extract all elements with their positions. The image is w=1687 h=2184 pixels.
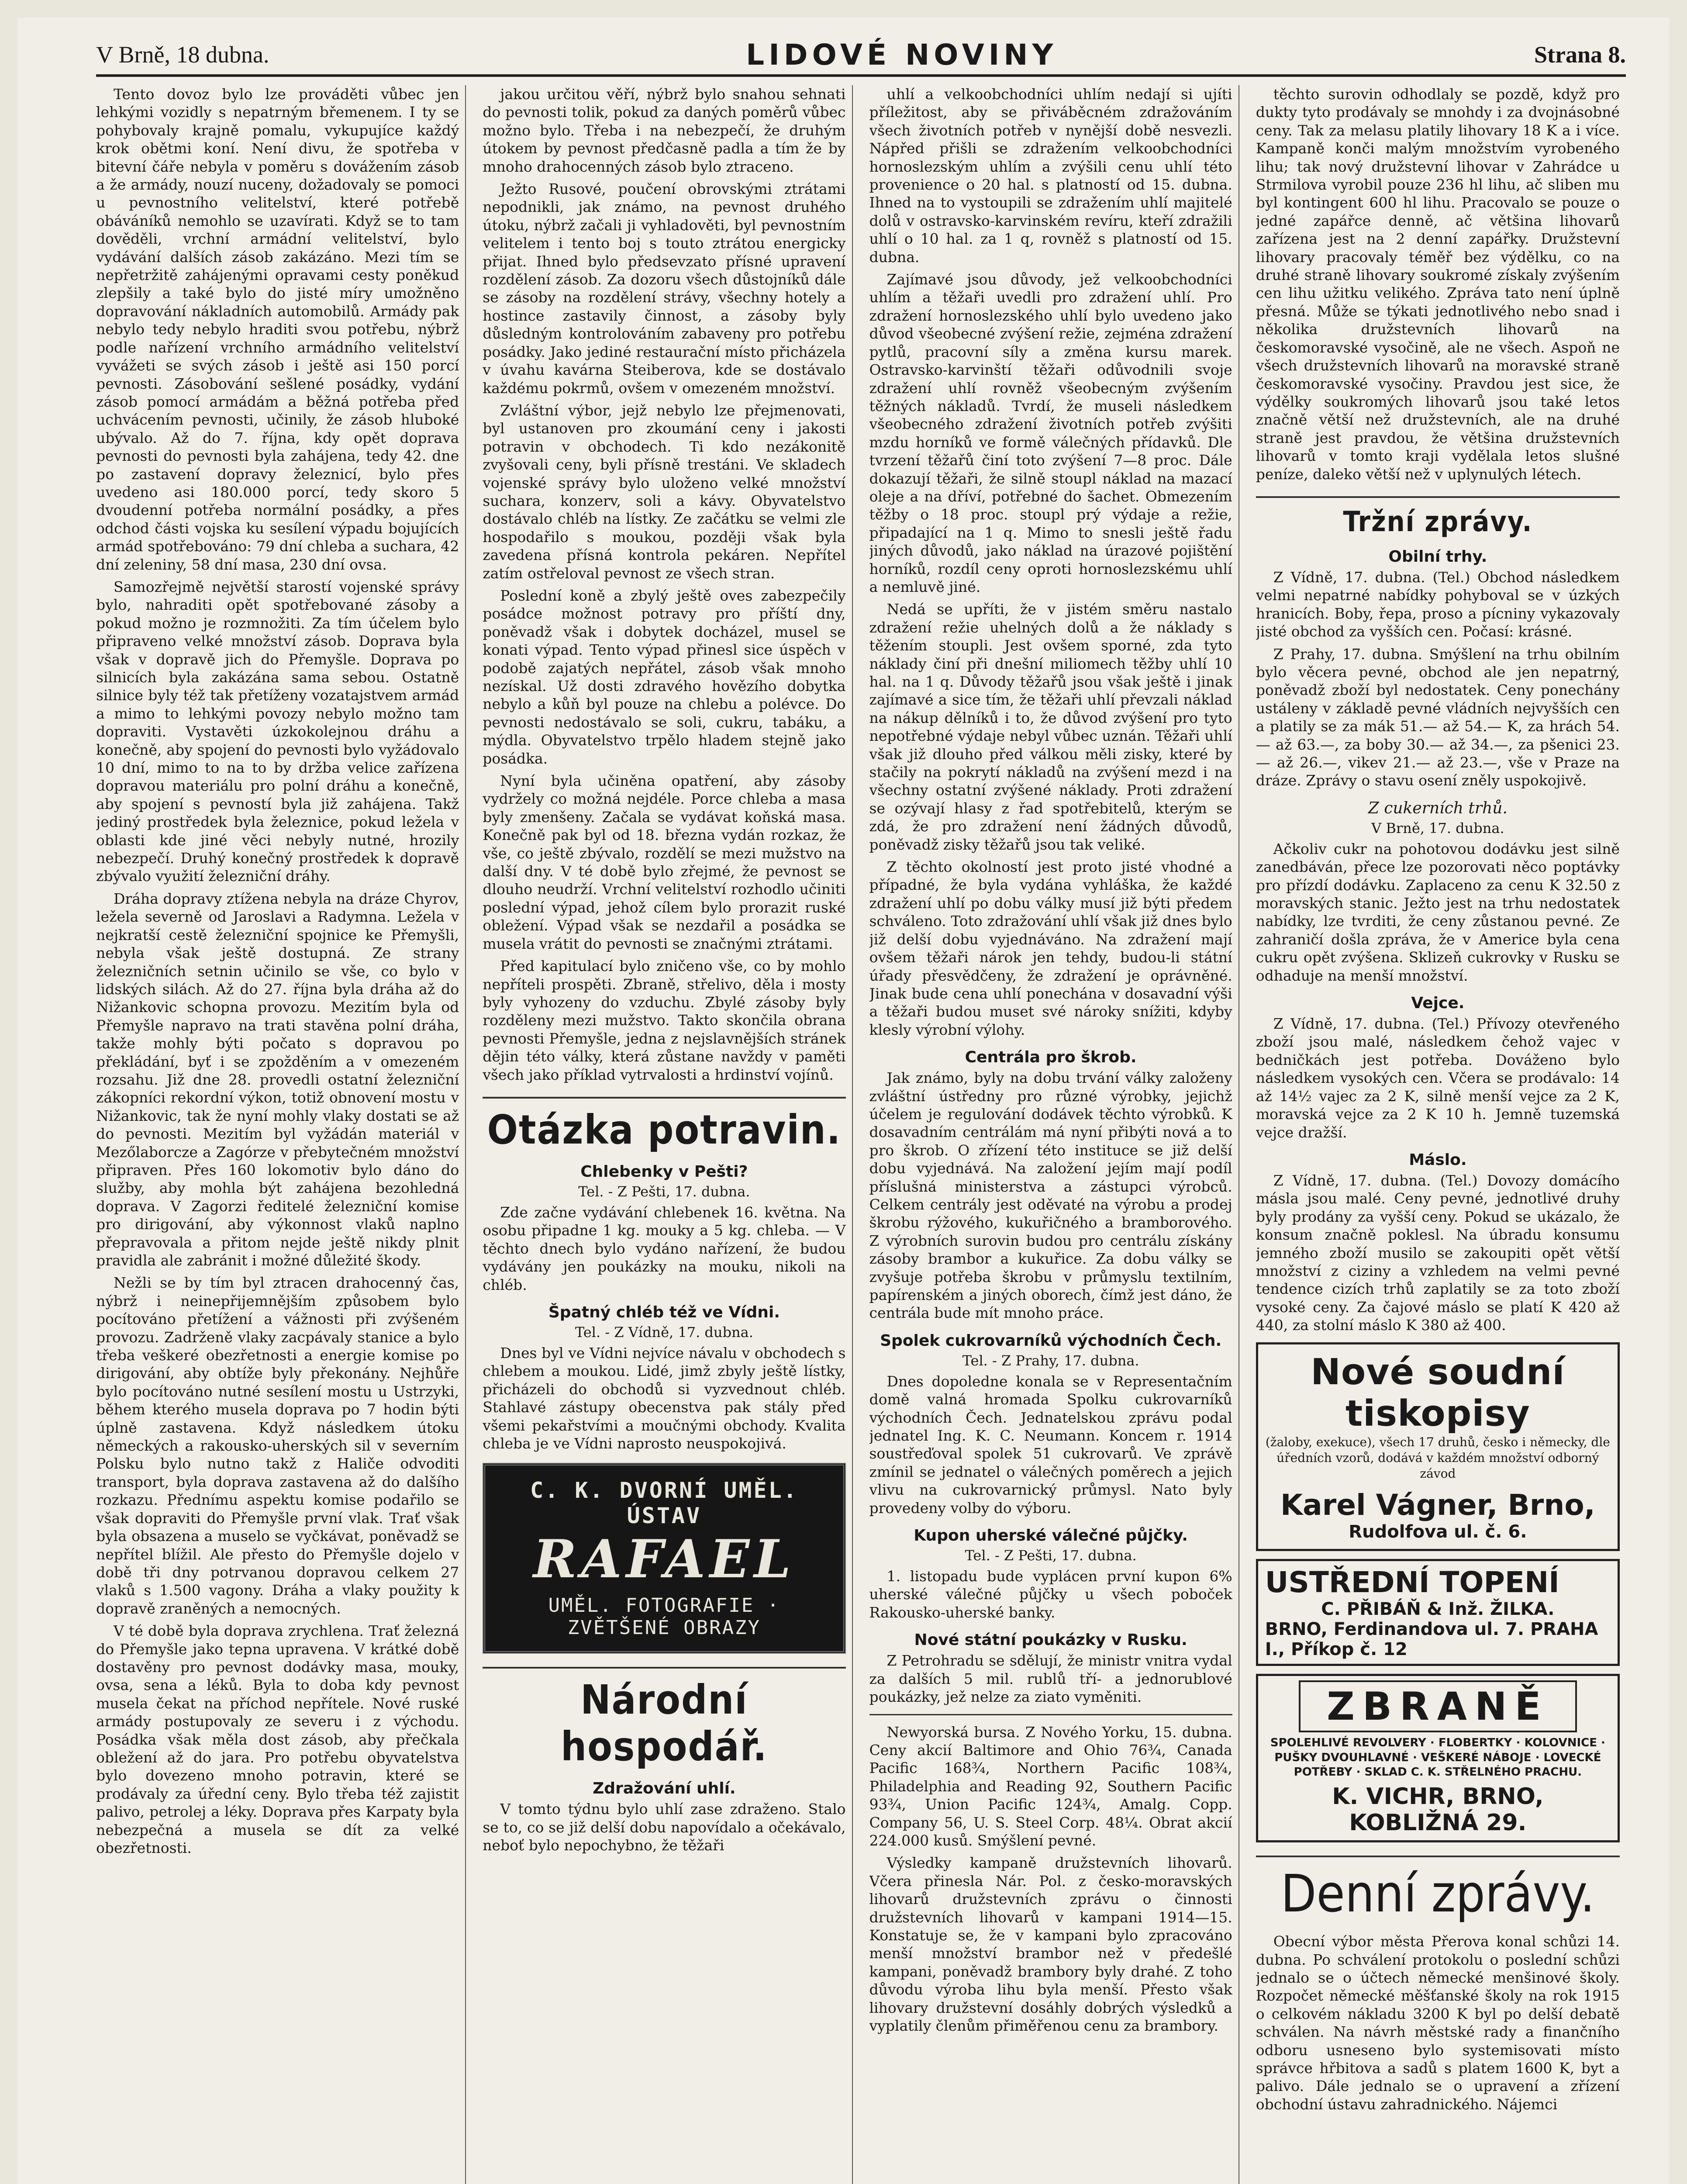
section-title-narodni-hospodar: Národní hospodář.: [483, 1667, 845, 1770]
article-paragraph: Ježto Rusové, poučení obrovskými ztrátami nepodnikli, jak známo, na pevnost druhého útoku, nýbrž začali ji vyhladověti, byl pevnostním velitelem i tento boj s touto ztrátou energicky přijat. Ihned bylo předsevzato přísné upravení rozdělení zásob. Za dozoru všech důstojníků dále se zásoby na rozdělení strávy, všechny hotely a hostince zastavily činnost, a zásoby byly důsledným kontrolováním zabaveny pro potřebu posádky. Jako jediné restaurační místo přicházela v úvahu kavárna Steiberova, kde se dostávalo každému pokrmů, ovšem v omezeném množství.: [483, 180, 846, 397]
headline-kupon: Kupon uherské válečné půjčky.: [914, 1527, 1188, 1545]
article-paragraph: Nežli se by tím byl ztracen drahocenný čas, nýbrž i neinepřijemnějším způsobem bylo pocítováno přetížení a vážnosti při zvýšeném provozu. Zadrženě vlaky zacpávaly stanice a bylo třeba veškeré obezřetnosti a energie komise po dirigování, aby obtíže byly překonány. Nejhůře bylo pocítováno nutné sesílení mostu u Ustrzyki, během kterého musela doprava po 7 hodin býti úplně zastavena. Když následkem útoku německých a rakousko-uherských sil v severním Polsku bylo nutno takž z Haliče odvoditi transport, byla doprava zastavena až do dalšího rozkazu. Přednímu aspektu komise podařilo se však dopraviti do Přemyšle první vlak. Trať však byla obsazena a muselo se vyčkávat, poněvadž se nepřítel blížil. Ale přesto do Přemyšle dojelo v době tři dny potrvanou dopravou celkem 27 vlaků s 1.500 vagony. Dráha a vlaky použity k dopravě zraněných a nemocných.: [96, 1274, 459, 1617]
article-paragraph: Samozřejmě největší starostí vojenské správy bylo, nahraditi opět spotřebované zásoby a pokud možno je rozmnožiti. Za tím účelem bylo připraveno velké množství zásob. Doprava byla však v dopravě jich do Přemyšle. Doprava po silnicích byla zakázána sama sebou. Ostatně silnice byly též tak přetíženy vozatajstvem armád a mimo to lehkými povozy nebylo možno tam dopraviti. Vystavěti úzkokolejnou dráhu a konečně, aby spojení do pevnosti bylo vyžádovalo 10 dní, mimo to na to by držba velice zařízena dopravou materiálu pro polní dráhu a konečně, aby spojení s pevností byla již zahájena. Takž jediný prostředek byla železnice, pokud ležela v oblasti kde jiné věci nebyly nutné, hrozily nebezpečí. Druhý konečný prostředek k dopravě zbývalo využití železniční dráhy.: [96, 578, 459, 885]
headline-chlebenky: Chlebenky v Pešti?: [580, 1162, 748, 1181]
ad-line: C. K. DVORNÍ UMĚL. ÚSTAV: [530, 1478, 798, 1529]
article-paragraph: Z Vídně, 17. dubna. (Tel.) Obchod následkem velmi nepatrné nabídky pohyboval se v úzkých hranicích. Boby, řepa, proso a pícniny vykazovaly jisté obchod za vyšších cen. Počasí: krásné.: [1256, 568, 1620, 640]
ad-logo: ZBRANĚ: [1299, 1680, 1577, 1732]
columns: [96, 85, 1626, 2184]
article-paragraph: Newyorská bursa. Z Nového Yorku, 15. dubna. Ceny akcií Baltimore and Ohio 76¾, Canada Pacific 168¾, Northern Pacific 108¾, Philadelphia and Reading 92, Southern Pacific 93¾, Union Pacific 124¾, Amalg. Copp. Company 56, U. S. Steel Corp. 48¼. Obrat akcií 224.000 kusů. Smýšlení pevné.: [869, 1723, 1232, 1849]
article-paragraph: Z těchto okolností jest proto jisté vhodné a případné, že byla vydána vyhláška, že každé zdražení uhlí po dobu války musí již býti předem schváleno. Toto zdražování uhlí však již dnes bylo již delší dobu vyjednáváno. Na zdražení mají ovšem těžaři nárok jen tehdy, budou-li státní úřady přesvědčeny, že zdražení je oprávněné. Jinak bude cena uhlí ponechána v dosavadní výši a těžaři budou muset své nároky snížiti, kdyby klesly výrobní výlohy.: [869, 858, 1232, 1038]
column-3: [869, 85, 1239, 2184]
article-paragraph: Dnes byl ve Vídni nejvíce návalu v obchodech s chlebem a moukou. Lidé, jimž zbyly ještě lístky, přicházeli do obchodů si vyzvednout chléb. Stahlavé zástupy obecenstva pak stály před všemi pekařstvími a moučnými obchody. Kvalita chleba je ve Vídni naprosto neuspokojivá.: [483, 1344, 846, 1452]
article-paragraph: Dnes dopoledne konala se v Representačním domě valná hromada Spolku cukrovarníků východních Čech. Jednatelskou zprávu podal jednatel Ing. K. C. Neumann. Koncem r. 1914 soustřeďoval spolek 51 cukrovarů. Ve zprávě zmínil se jednatel o válečných poměrech a jejich vlivu na cukrovarnický průmysl. Nato byly provedeny volby do výboru.: [869, 1372, 1232, 1517]
ad-body: SPOLEHLIVÉ REVOLVERY · FLOBERTKY · KOLOVNICE · PUŠKY DVOUHLAVNÉ · VEŠKERÉ NÁBOJE · LOVECKÉ POTŘEBY · SKLAD C. K. STŘELNÉHO PRACHU.: [1270, 1736, 1605, 1779]
headline-obilni-trhy: Obilní trhy.: [1388, 547, 1487, 566]
masthead: LIDOVÉ NOVINY: [746, 38, 1058, 72]
page-number: Strana 8.: [1534, 41, 1626, 68]
dateline: Tel. - Z Pešti, 17. dubna.: [578, 1183, 750, 1200]
article-paragraph: 1. listopadu bude vyplácen první kupon 6% uherské válečné půjčky u všech poboček Rakousko-uherské banky.: [869, 1568, 1232, 1621]
headline-centrala-skrob: Centrála pro škrob.: [965, 1048, 1137, 1067]
ad-firm: Karel Vágner, Brno,: [1280, 1488, 1595, 1522]
headline-spatny-chleb: Špatný chléb též ve Vídni.: [548, 1303, 780, 1321]
headline-spolek-cukrovarniku: Spolek cukrovarníků východních Čech.: [880, 1331, 1222, 1350]
article-paragraph: V tomto týdnu bylo uhlí zase zdraženo. Stalo se to, co se již delší dobu napovídalo a očekávalo, neboť bylo nepochybno, že těžaři: [483, 1800, 846, 1854]
headline-nove-poukazky: Nové státní poukázky v Rusku.: [914, 1631, 1187, 1649]
advertisement-zbrane: [1256, 1674, 1620, 1842]
article-paragraph: Zajímavé jsou důvody, jež velkoobchodníci uhlím a těžaři uvedli pro zdražení uhlí. Pro zdražení hornoslezského uhlí bylo uvedeno jako důvod všeobecné zvýšení režie, zejména zdražení pytlů, pracovní síly a změna kursu marek. Ostravsko-karvinští těžaři odůvodnili svoje zdražení uhlí rovněž všeobecným zvýšením těžných nákladů. Tvrdí, že museli následkem všeobecného zdražení životních potřeb zvýšiti mzdu horníků ve formě válečných přídavků. Dle tvrzení těžařů činí toto zvýšení 7—8 proc. Dále dokazují těžaři, že silně stoupl náklad na mazací oleje a na dříví, potřebné do šachet. Obmezením těžby o 18 proc. stoupl prý výdaje a režie, připadající na 1 q. Mimo to snesli ještě řadu jiných důvodů, jako náklad na úrazové pojištění horníků, rozdíl ceny oproti hornoslezskému uhlí a nemluvě jiné.: [869, 271, 1232, 595]
article-paragraph: Jak známo, byly na dobu trvání války založeny zvláštní ústředny pro různé výrobky, jejichž účelem je regulování dodávek těchto výrobků. K dosavadním centrálám má nyní přibýti nová a to pro škrob. O zřízení této instituce se již delší dobu vyjednává. Na založení jejím mají podíl příslušná ministerstva a zástupci výrobců. Celkem centrály jest oděvaté na výrobu a prodej škrobu rýžového, kukuřičného a bramborového. Z výrobních surovin budou pro centrálu získány zásoby brambor a kukuřice. Za dobu války se zvyšuje potřeba škrobu v průmyslu textilním, papírenském a jiných oborech, čímž jest dáno, že centrála bude mít mnoho práce.: [869, 1069, 1232, 1322]
article-paragraph: Z Vídně, 17. dubna. (Tel.) Přívozy otevřeného zboží jsou malé, následkem čehož vajec v bedničkách jest potřeba. Dováženo bylo následkem vysokých cen. Včera se prodávalo: 14 až 14½ vajec za 2 K, silně menší vejce za 2 K, moravská vejce za 2 K 10 h. Jemně tuzemská vejce dražší.: [1256, 1015, 1620, 1141]
article-paragraph: Poslední koně a zbylý ještě oves zabezpečily posádce možnost potravy pro příští dny, poněvadž však i dobytek docházel, musel se konati výpad. Tento výpad přinesl sice úspěch v podobě zajatých nepřátel, zásob však mnoho nezískal. Už dosti zdravého hovězího dobytka nebylo a kůň byl pouze na chlebu a polévce. Do pevnosti nedostávalo se soli, cukru, tabáku, a mýdla. Obyvatelstvo trpělo hladem stejně jako posádka.: [483, 587, 846, 767]
headline-vejce: Vejce.: [1411, 994, 1465, 1013]
page-header: [96, 35, 1626, 77]
ad-firm: K. VICHR, BRNO, KOBLIŽNÁ 29.: [1332, 1783, 1544, 1836]
section-title-trzni-zpravy: Tržní zprávy.: [1256, 496, 1620, 538]
article-paragraph: Ačkoliv cukr na pohotovou dodávku jest silně zanedbáván, přece lze pozorovati něco poptávky pro přízdí dodávku. Zaplaceno za cenu K 32.50 z moravských stanic. Ježto jest na trhu nedostatek nabídky, lze tvrditi, že ceny zůstanou pevné. Ze zahraničí došla zpráva, že v Americe byla cena cukru opět zvýšena. Sklizeň cukrovky v Rusku se odhaduje na menší množství.: [1256, 840, 1620, 984]
advertisement-tiskopisy: [1256, 1342, 1620, 1551]
article-paragraph: těchto surovin odhodlaly se pozdě, když pro dukty tyto prodávaly se mnohdy i za dvojnásobné ceny. Tak za melasu platily lihovary 18 K a i více. Kampaně konči malým množstvím vyrobeného lihu; tak nový družstevní lihovar v Zahrádce u Strmilova vyrobil pouze 236 hl lihu, ač sliben mu byl kontingent 600 hl lihu. Pracovalo se pouze o jedné zapářce denně, ač většina lihovarů zařízena jest na 2 denní zapářky. Družstevní lihovary pracovaly téměř bez výdělku, co na druhé straně lihovary soukromé získaly zvýšením cen lihu užitku velikého. Zpráva tato není úplně přesná. Může se týkati jednotlivého nebo snad i několika družstevních lihovarů na českomoravské vysočině, ale ne všech. Aspoň ne všech družstevních lihovarů na moravské straně českomoravské vysočiny. Pravdou jest sice, že výdělky soukromých lihovarů jsou také letos značně větší než družstevních, ale na druhé straně jest pravdou, že většina družstevních lihovarů v tomto kraji vydělala letos slušné peníze, daleko větší než v uplynulých létech.: [1256, 86, 1620, 483]
ad-line: UMĚL. FOTOGRAFIE · ZVĚTŠENÉ OBRAZY: [548, 1594, 780, 1639]
advertisement-ustredni-topeni: [1256, 1559, 1620, 1666]
article-paragraph: Výsledky kampaně družstevních lihovarů. Včera přinesla Nár. Pol. z česko-moravských lihovarů družstevních zprávu o činnosti družstevních lihovarů v kampani 1914—15. Konstatuje se, že v kampani bylo zpracováno menší množství brambor než v předešlé kampani, poněvadž brambory byly drahé. Z toho důvodu výroba lihu byla menší. Přesto však lihovary družstevní dosáhly dobrých výsledků a vyplatily členům přiměřenou cenu za brambory.: [869, 1854, 1232, 2034]
article-paragraph: Dráha dopravy ztížena nebyla na dráze Chyrov, ležela severně od Jaroslavi a Radymna. Ležela v nejkratší cestě železniční spojnice ke Přemyšli, nebyla však ještě dostupná. Ze strany železničních setnin učinilo se vše, co bylo v lidských silách. Až do 27. října byla dráha až do Nižankovic schopna provozu. Mezitím byla od Přemyšle napravo na trati stavěna polní dráha, takže mohly býti počato s dopravou po překládání, byť i se zpožděním a v omezeném rozsahu. Již dne 28. provedli ostatní železniční zákopníci rekordní výkon, totiž obnovení mostu v Nižankovic, tak že nyní mohly vlaky dostati se až do pevnosti. Mezitím byl vyžádán materiál v Mezőlaborcze a Zagórze v přebytečném množství připraven. Přes 160 lokomotiv bylo dáno do služby, aby mohla být zahájena bezohledná doprava. V Zagorzi ředitelé železniční komise pro dirigování, aby výkonnost vlaků naplno přepravovala a přitom nejde ještě nikdy plnit pravidla ale zabránit i možné důležité škody.: [96, 890, 459, 1269]
article-paragraph: Nyní byla učiněna opatření, aby zásoby vydržely co možná nejdéle. Porce chleba a masa byly zmenšeny. Začala se vydávat koňská masa. Konečně pak byl od 18. března vydán rozkaz, že vše, co ještě zbývalo, rozdělí se mezi mužstvo na další dny. V té době bylo zřejmé, že pevnost se dlouho neudrží. Vrchní velitelství rozhodlo učiniti poslední výpad, jehož cílem bylo prorazit ruské obležení. Výpad však se nezdařil a posádka se musela vrátit do pevnosti se značnými ztrátami.: [483, 772, 846, 952]
column-1: [96, 85, 466, 2184]
ad-firm: C. PŘIBÁŇ & Inž. ŽILKA.: [1321, 1599, 1555, 1619]
dateline: Tel. - Z Prahy, 17. dubna.: [962, 1352, 1139, 1369]
dateline: Tel. - Z Vídně, 17. dubna.: [575, 1324, 753, 1341]
headline-cukerni-trhy: Z cukerních trhů.: [1368, 799, 1508, 817]
section-title-denni-zpravy: Denní zprávy.: [1256, 1856, 1620, 1924]
issue-date: V Brně, 18 dubna.: [96, 41, 269, 68]
article-paragraph: Zvláštní výbor, jejž nebylo lze přejmenovati, byl ustanoven pro zkoumání ceny i jakosti potravin v obchodech. Ti kdo nezákonitě zvyšovali ceny, byli přísně trestáni. Ve skladech vojenské správy bylo uloženo velké množství suchara, konzerv, soli a kávy. Obyvatelstvo dostávalo chléb na lístky. Ze začátku se velmi zle hospodařilo s moukou, později však byla zavedena přísná kontrola pekáren. Nepřítel zatím ostřeloval pevnost ze všech stran.: [483, 401, 846, 582]
article-paragraph: jakou určitou věří, nýbrž bylo snahou sehnati do pevnosti tolik, pokud za daných poměrů vůbec možno bylo. Třeba i na nebezpečí, že druhým útokem by pevnost předčasně padla a tím že by mnoho drahocenných zásob bylo ztraceno.: [483, 86, 846, 175]
photo-studio-advertisement: [483, 1463, 845, 1654]
divider: [869, 1714, 1232, 1715]
article-paragraph: Z Vídně, 17. dubna. (Tel.) Dovozy domácího másla jsou malé. Ceny pevné, jednotlivé druhy byly prodány za vyšší ceny. Pokud se ukázalo, že konsum značně poklesl. Na úbradu konsumu jemného zboží musilo se zakoupiti opět větší množství z ciziny a vzhledem na velmi pevné tendence cizích trhů zaplatily se za toto zboží vysoké ceny. Za čajové máslo se platí K 420 až 440, za stolní máslo K 380 až 400.: [1256, 1171, 1620, 1334]
ad-address: BRNO, Ferdinandova ul. 7. PRAHA I., Příkop č. 12: [1265, 1619, 1598, 1659]
article-paragraph: Z Petrohradu se sdělují, že ministr vnitra vydal za dalších 5 mil. rublů tří- a jednorublové poukázky, jež nelze za ziato vyměniti.: [869, 1652, 1232, 1706]
section-title-potraviny: Otázka potravin.: [483, 1097, 845, 1153]
headline-zdrazovani-uhli: Zdražování uhlí.: [593, 1780, 736, 1798]
article-paragraph: Tento dovoz bylo lze prováděti vůbec jen lehkými vozidly s nepatrným břemenem. I ty se pohybovaly krajně pomalu, vykupujíce každý krok obětmi koní. Není divu, že spotřeba v bitevní čáře nebyla v poměru s dovážením zásob a že armády, nouzí nuceny, dožadovaly se pomoci u pevnostního velitelství, které potřebě obáváníků nemohlo se uzavírati. Když se to tam dověděli, vrchní armádní velitelství, bylo vydávání dalších zásob zakázáno. Mezi tím se nepřetržitě zahájenými opravami cesty poněkud zlepšily a také bylo do jisté míry umožněno dopravování nákladních automobilů. Armády pak nebylo tedy nebylo hraditi svou potřebu, nýbrž podle nařízení vrchního armádního velitelství vyvážeti se svých zásob i ještě asi 150 porcí pevnosti. Zásobování sešlené posádky, vydání zásob pomocí armádám a běžná potřeba před uchvácením pevnosti, učinily, že zásob hluboké ubývalo. Až do 7. října, kdy opět doprava pevnosti do pevnosti byla zahájena, tedy 42. dne po zastavení dopravy železnicí, bylo přes uvedeno asi 180.000 porcí, tedy skoro 5 dvoudenní potřeba normální posádky, a přes odchod části vojska ku sesílení výpadu bojujících armád spotřebováno: 79 dní chleba a suchara, 42 dní zeleniny, 58 dní masa, 230 dní ovsa.: [96, 86, 459, 573]
newspaper-page: [17, 17, 1670, 2184]
headline-maslo: Máslo.: [1409, 1151, 1467, 1169]
article-paragraph: Před kapitulací bylo zničeno vše, co by mohlo nepříteli prospěti. Zbraně, střelivo, děla i mosty byly vyhozeny do vzduchu. Zbylé zásoby byly rozděleny mezi mužstvo. Takto skončila obrana pevnosti Přemyšle, jedna z nejslavnějších stránek dějin této války, která zůstane navždy v paměti všech jako příklad vytrvalosti a hrdinství vojínů.: [483, 957, 846, 1083]
article-paragraph: uhlí a velkoobchodníci uhlím nedají si ujíti příležitost, aby se přiváběcném zdražováním všech životních potřeb v nynější době nesvezli. Nápřed přišli se zdražením velkoobchodníci hornoslezským uhlím a zvýšili cenu uhlí této provenience o 20 hal. s platností od 15. dubna. Ihned na to vystoupili se zdražením uhlí majitelé dolů v ostravsko-karvinském revíru, kteří zdražili uhlí o 10 hal. za 1 q, rovněž s platností od 15. dubna.: [869, 86, 1232, 266]
ad-address: Rudolfova ul. č. 6.: [1349, 1521, 1527, 1542]
ad-headline: Nové soudní tiskopisy: [1311, 1351, 1565, 1434]
ad-body: (žaloby, exekuce), všech 17 druhů, česko i německy, dle úředních vzorů, dodává v každém množství odborný závod: [1265, 1434, 1610, 1481]
article-paragraph: Zde začne vydávání chlebenek 16. května. Na osobu připadne 1 kg. mouky a 5 kg. chleba. — V těchto dnech bylo vydáno nařízení, že budou vydávány jen poukázky na mouku, nikoli na chléb.: [483, 1203, 846, 1293]
article-paragraph: Nedá se upříti, že v jistém směru nastalo zdražení režie uhelných dolů a že náklady s těžením stoupli. Jest ovšem sporné, zda tyto náklady činí při dnešní miliomech těžby uhlí 10 hal. na 1 q. Důvody těžařů jsou však ještě i jinak zajímavé a sice tím, že těžaři uhlí převzali náklad na nákup dělníků i to, že důvod zvýšení pro tyto nepotřebné výdaje nebyl vůbec uznán. Těžaři uhlí však již dlouho před válkou měli zisky, které by stačily na pokrytí nákladů na zvýšení mezd i na všechny ostatní zvýšené náklady. Proti zdražení se ozývají hlasy z řad spotřebitelů, kterým se zdá, že pro zdražení není žádných důvodů, poněvadž zisky těžařů jsou tak veliké.: [869, 601, 1232, 853]
dateline: Tel. - Z Pešti, 17. dubna.: [965, 1547, 1137, 1564]
column-4: [1256, 85, 1626, 2184]
ad-brand: RAFAEL: [533, 1528, 795, 1590]
article-paragraph: Z Prahy, 17. dubna. Smýšlení na trhu obilním bylo věcera pevné, obchod ale jen nepatrný, poněvadž zboží byl nedostatek. Ceny ponechány ustáleny v základě pevné vládních nejvyšších cen a platily se za mák 51.— až 54.— K, za hrách 54.— až 63.—, za boby 30.— až 34.—, za pšenici 23.— až 26.—, vikev 21.— až 23.—, vše v Praze na dráze. Zprávy o stavu osení zněly uspokojivě.: [1256, 645, 1620, 789]
ad-headline: USTŘEDNÍ TOPENÍ: [1265, 1565, 1559, 1599]
column-2: [483, 85, 852, 2184]
article-paragraph: V té době byla doprava zrychlena. Trať železná do Přemyšle jako tepna upravena. V krátké době dostavěny pro pevnost dodávky masa, mouky, ovsa, sena a léků. Byla to doba kdy pevnost musela čekat na příchod nepřítele. Nové ruské armády postupovaly ze severu i z východu. Posádka však měla dost zásob, aby přečkala obležení až do jara. Pro potřebu obyvatelstva bylo dovezeno mnoho potravin, které se prodávaly za úřední ceny. Bylo třeba též zajistit palivo, petrolej a léky. Doprava přes Karpaty byla nebezpečná a musela se dít za velké obezřetnosti.: [96, 1622, 459, 1856]
article-paragraph: Obecní výbor města Přerova konal schůzi 14. dubna. Po schválení protokolu o poslední schůzi jednalo se o účtech německé menšinové školy. Rozpočet německé měšťanské školy na rok 1915 o celkovém nákladu 3200 K byl po delší debatě schválen. Na návrh městské rady a finančního odboru usneseno bylo systemisovati místo správce hřbitova a sadů s platem 1600 K, byt a palivo. Dále jednalo se o upravení a zřízení obchodní ústavu zahradnického. Nájemci: [1256, 1933, 1620, 2113]
dateline: V Brně, 17. dubna.: [1371, 819, 1504, 836]
